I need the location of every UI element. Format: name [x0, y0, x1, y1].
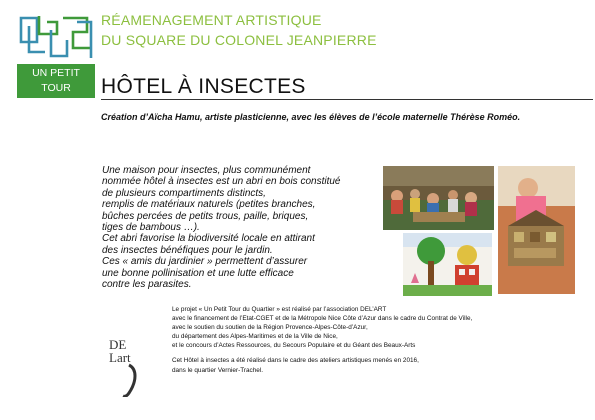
description-line: Une maison pour insectes, plus communément [102, 165, 311, 176]
footer-line: et le concours d’Actes Ressources, du Secours Populaire et du Géant des Beaux-Arts [172, 342, 416, 350]
footer-line: Cet Hôtel à insectes a été réalisé dans le cadre des ateliers artistiques menés en 2016, [172, 357, 419, 365]
description-line: des insectes bénéfiques pour le jardin. [102, 244, 273, 256]
workshop-photo-children [383, 166, 494, 230]
header-line-2: DU SQUARE DU COLONEL JEANPIERRE [101, 32, 377, 48]
description-line: tiges de bambous …). [102, 222, 200, 234]
description-text [102, 165, 384, 290]
logo-line-1: UN PETIT TOUR [32, 67, 80, 94]
header-line-1: RÉAMENAGEMENT ARTISTIQUE [101, 12, 322, 28]
footer-credits [172, 305, 592, 375]
footer-line: du département des Alpes-Maritimes et de la Ville de Nice, [172, 333, 338, 341]
footer-line: Le projet « Un Petit Tour du Quartier » est réalisé par l’association DEL’ART [172, 306, 387, 313]
description-line: une bonne pollinisation et une lutte efficace [102, 267, 294, 279]
un-petit-tour-logo [17, 12, 95, 109]
footer-line: dans le quartier Vernier-Trachel. [172, 366, 264, 374]
credit-line: Création d’Aïcha Hamu, artiste plasticienne, avec les élèves de l’école maternelle Thérèse Roméo. [101, 112, 521, 122]
footer-line: avec le soutien du soutien de la Région Provence-Alpes-Côte-d’Azur, [172, 324, 368, 332]
description-line: remplis de matériaux naturels (petites branches, [102, 199, 316, 211]
description-line: Ces « amis du jardinier » permettent d’assurer [102, 256, 308, 268]
footer-line: avec le financement de l’Etat-CGET et de la Métropole Nice Côte d’Azur dans le cadre du Contrat de Ville, [172, 315, 473, 323]
description-line: Cet abri favorise la biodiversité locale en attirant [102, 233, 315, 245]
delart-logo [107, 335, 143, 397]
logo-graphic [17, 12, 95, 62]
title-divider [101, 99, 593, 100]
logo-line-2: DU QUARTIER [19, 97, 93, 109]
delart-logo-line-2: Lart [109, 350, 131, 365]
description-line: bûches percées de petits trous, paille, briques, [102, 210, 309, 222]
workshop-photo-drawing [403, 233, 492, 296]
page-title: HÔTEL À INSECTES [101, 75, 306, 98]
description-line: de plusieurs compartiments distincts, [102, 187, 266, 199]
delart-logo-line-1: DE [109, 337, 127, 352]
workshop-photo-hotel-model [498, 166, 575, 294]
description-line: nommée hôtel à insectes est un abri en bois constitué [102, 176, 341, 188]
description-line: contre les parasites. [102, 279, 192, 291]
logo-band [17, 64, 95, 109]
